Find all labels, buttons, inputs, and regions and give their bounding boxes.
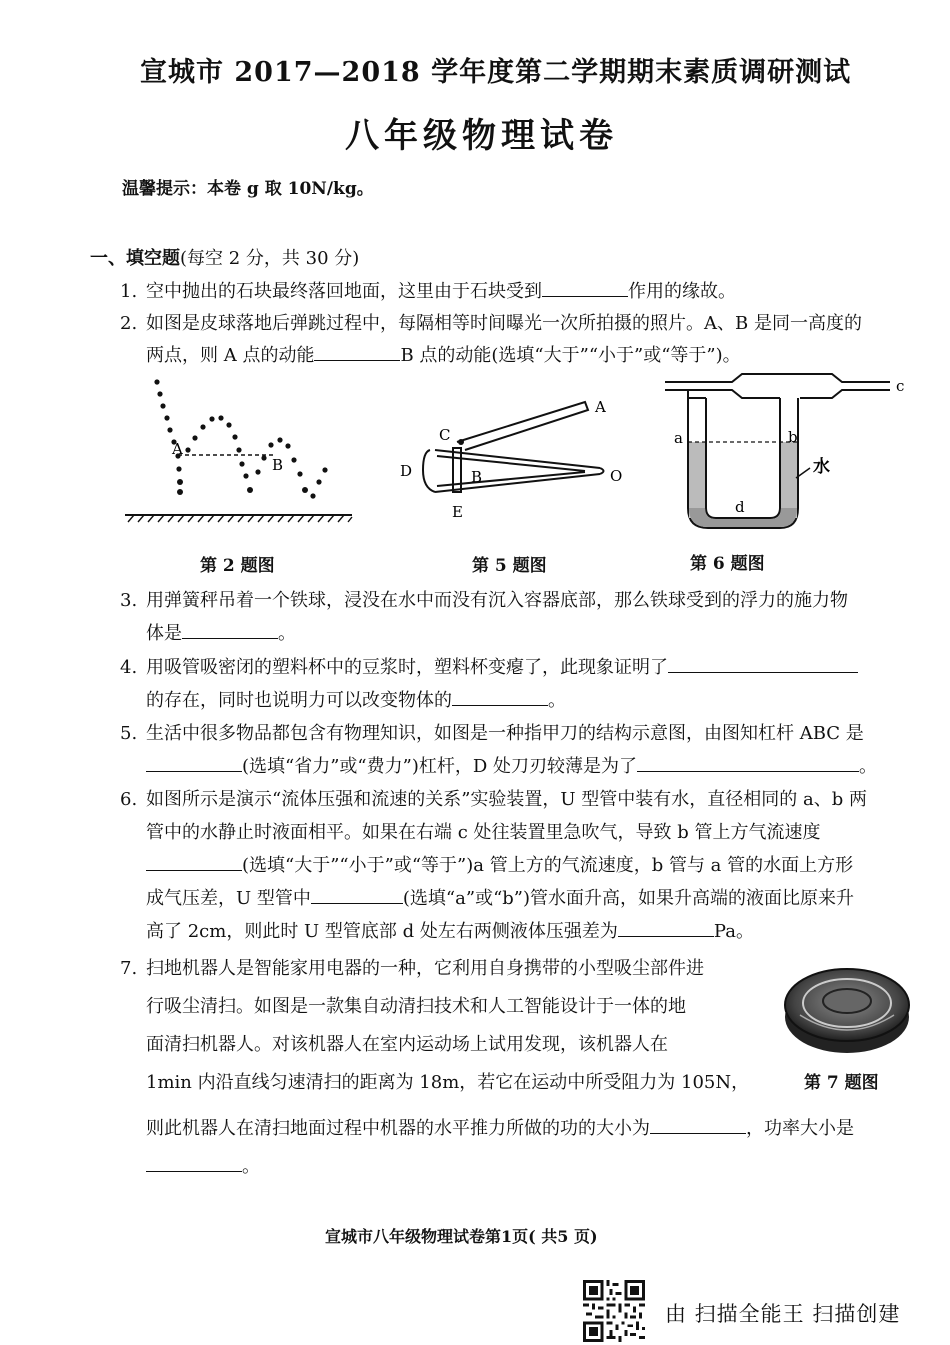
question-text: 扫地机器人是智能家用电器的一种，它利用自身携带的小型吸尘部件进 bbox=[146, 958, 704, 979]
fig5-label-d: D bbox=[400, 462, 413, 480]
question-7-line4: 1min 内沿直线匀速清扫的距离为 18m，若它在运动中所受阻力为 105N， bbox=[146, 1072, 750, 1093]
answer-blank bbox=[618, 920, 714, 937]
question-text: 。 bbox=[278, 623, 296, 644]
figure-5-caption: 第 5 题图 bbox=[472, 556, 547, 576]
question-3 bbox=[120, 586, 848, 612]
fig5-label-b: B bbox=[471, 468, 483, 486]
question-text: 的存在，同时也说明力可以改变物体的 bbox=[146, 690, 452, 711]
question-3-line2 bbox=[146, 619, 296, 645]
question-number: 6. bbox=[120, 789, 138, 810]
question-7 bbox=[120, 954, 704, 980]
exam-subtitle: 八年级物理试卷 bbox=[345, 116, 618, 156]
question-number: 5. bbox=[120, 723, 138, 744]
question-2 bbox=[120, 309, 862, 335]
question-text: 如图是皮球落地后弹跳过程中，每隔相等时间曝光一次所拍摄的照片。A、B 是同一高度的 bbox=[146, 313, 862, 334]
question-text: Pa。 bbox=[713, 921, 754, 942]
question-1 bbox=[120, 277, 736, 303]
figure-2-bouncing-ball bbox=[120, 372, 360, 532]
fig6-label-d: d bbox=[735, 498, 745, 516]
question-text: (选填“a”或“b”)管水面升高，如果升高端的液面比原来升 bbox=[402, 888, 855, 909]
question-text: 空中抛出的石块最终落回地面，这里由于石块受到 bbox=[146, 281, 542, 302]
question-text: B 点的动能(选填“大于”“小于”或“等于”)。 bbox=[400, 345, 741, 366]
question-7-line6 bbox=[146, 1152, 260, 1178]
question-text: 生活中很多物品都包含有物理知识，如图是一种指甲刀的结构示意图，由图知杠杆 ABC 是 bbox=[146, 723, 864, 744]
figure-6-u-tube bbox=[660, 368, 910, 538]
question-text: 作用的缘故。 bbox=[628, 281, 736, 302]
question-6 bbox=[120, 785, 867, 811]
question-number: 7. bbox=[120, 958, 138, 979]
question-text: 。 bbox=[548, 690, 566, 711]
question-text: ，功率大小是 bbox=[746, 1118, 854, 1139]
fig5-label-c: C bbox=[439, 426, 451, 444]
section-heading bbox=[90, 244, 359, 270]
question-text: 用弹簧秤吊着一个铁球，浸没在水中而没有沉入容器底部，那么铁球受到的浮力的施力物 bbox=[146, 590, 848, 611]
question-number: 2. bbox=[120, 313, 138, 334]
answer-blank bbox=[650, 1117, 746, 1134]
answer-blank bbox=[146, 1155, 242, 1172]
answer-blank bbox=[311, 887, 403, 904]
answer-blank bbox=[314, 344, 400, 361]
section-note: (每空 2 分，共 30 分) bbox=[180, 248, 360, 269]
fig5-label-a: A bbox=[595, 398, 606, 416]
answer-blank bbox=[542, 280, 628, 297]
answer-blank bbox=[637, 755, 859, 772]
question-number: 1. bbox=[120, 281, 138, 302]
figure-7-caption: 第 7 题图 bbox=[804, 1073, 879, 1093]
question-6-line4 bbox=[146, 884, 854, 910]
question-text: 高了 2cm，则此时 U 型管底部 d 处左右两侧液体压强差为 bbox=[146, 921, 618, 942]
question-number: 4. bbox=[120, 657, 138, 678]
fig6-label-c: c bbox=[896, 377, 905, 395]
section-label: 一、填空题 bbox=[90, 248, 180, 269]
question-4 bbox=[120, 653, 858, 679]
exam-title: 宣城市 2017—2018 学年度第二学期期末素质调研测试 bbox=[140, 57, 852, 88]
question-4-line2 bbox=[146, 686, 566, 712]
fig6-label-water: 水 bbox=[813, 457, 830, 477]
question-text: (选填“省力”或“费力”)杠杆，D 处刀刃较薄是为了 bbox=[242, 756, 638, 777]
question-6-line5 bbox=[146, 917, 754, 943]
answer-blank bbox=[146, 854, 242, 871]
question-5-line2 bbox=[146, 752, 877, 778]
question-6-line3 bbox=[146, 851, 853, 877]
question-text: 用吸管吸密闭的塑料杯中的豆浆时，塑料杯变瘪了，此现象证明了 bbox=[146, 657, 668, 678]
question-number: 3. bbox=[120, 590, 138, 611]
figure-5-nail-clipper bbox=[395, 390, 635, 525]
question-7-line2: 行吸尘清扫。如图是一款集自动清扫技术和人工智能设计于一体的地 bbox=[146, 996, 686, 1017]
question-6-line2: 管中的水静止时液面相平。如果在右端 c 处往装置里急吹气，导致 b 管上方气流速度 bbox=[146, 822, 821, 843]
fig5-label-o: O bbox=[610, 467, 623, 485]
qr-code bbox=[583, 1280, 645, 1342]
scanner-watermark: 由 扫描全能王 扫描创建 bbox=[665, 1302, 901, 1326]
question-text: 。 bbox=[859, 756, 878, 777]
question-text: 如图所示是演示“流体压强和流速的关系”实验装置，U 型管中装有水，直径相同的 a、b 两 bbox=[146, 789, 867, 810]
fig6-label-b: b bbox=[788, 428, 798, 446]
fig6-label-a: a bbox=[674, 429, 683, 447]
question-text: 体是 bbox=[146, 623, 182, 644]
question-text: 成气压差，U 型管中 bbox=[146, 888, 311, 909]
figure-6-caption: 第 6 题图 bbox=[690, 554, 765, 574]
page-footer: 宣城市八年级物理试卷第1页( 共5 页) bbox=[325, 1227, 598, 1246]
answer-blank bbox=[452, 689, 548, 706]
answer-blank bbox=[668, 656, 858, 673]
question-7-line5 bbox=[146, 1114, 854, 1140]
fig2-label-b: B bbox=[272, 456, 284, 474]
question-text: 两点，则 A 点的动能 bbox=[146, 345, 315, 366]
question-5 bbox=[120, 719, 864, 745]
figure-2-caption: 第 2 题图 bbox=[200, 556, 275, 576]
answer-blank bbox=[182, 622, 278, 639]
answer-blank bbox=[146, 755, 242, 772]
fig5-label-e: E bbox=[452, 503, 463, 521]
question-2-line2 bbox=[146, 341, 741, 367]
tip-text: 温馨提示：本卷 g 取 10N/kg。 bbox=[122, 179, 374, 199]
question-7-line3: 面清扫机器人。对该机器人在室内运动场上试用发现，该机器人在 bbox=[146, 1034, 668, 1055]
question-text: (选填“大于”“小于”或“等于”)a 管上方的气流速度，b 管与 a 管的水面上方形 bbox=[242, 855, 854, 876]
question-text: 则此机器人在清扫地面过程中机器的水平推力所做的功的大小为 bbox=[146, 1118, 650, 1139]
fig2-label-a: A bbox=[172, 440, 183, 458]
figure-7-robot-vacuum bbox=[780, 955, 915, 1060]
question-text: 。 bbox=[242, 1156, 260, 1177]
